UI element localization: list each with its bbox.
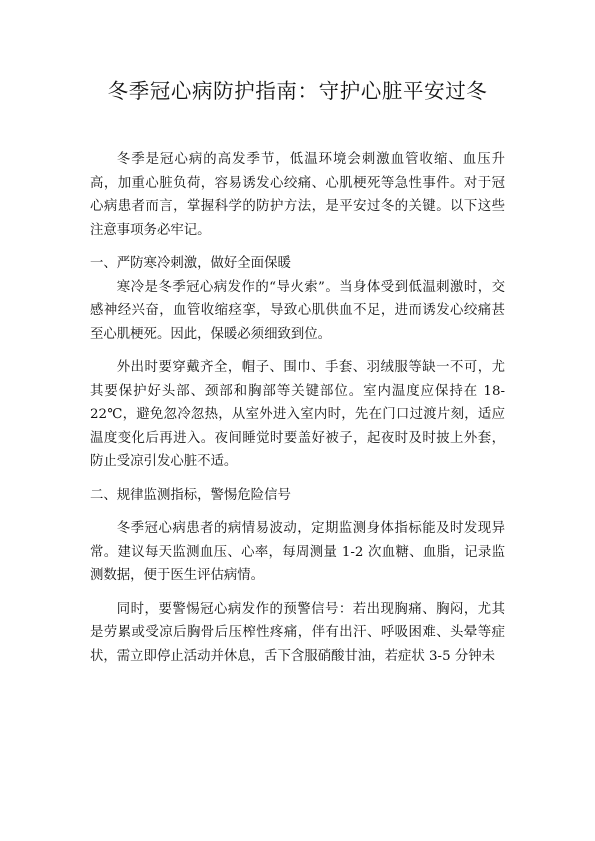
section-1-paragraph-2: 外出时要穿戴齐全，帽子、围巾、手套、羽绒服等缺一不可，尤其要保护好头部、颈部和胸部等关键部位。室内温度应保持在 18-22℃，避免忽冷忽热，从室外进入室内时，先在门口过渡片刻，适应温度变化后再进入。夜间睡觉时要盖好被子，起夜时及时披上外套，防止受凉引发心脏不适。 bbox=[90, 360, 505, 469]
section-1-heading: 一、严防寒冷刺激，做好全面保暖 bbox=[90, 256, 291, 271]
section-2-paragraph-1: 冬季冠心病患者的病情易波动，定期监测身体指标能及时发现异常。建议每天监测血压、心率，每周测量 1-2 次血糖、血脂，记录监测数据，便于医生评估病情。 bbox=[90, 521, 505, 583]
section-2-paragraph-2: 同时，要警惕冠心病发作的预警信号：若出现胸痛、胸闷，尤其是劳累或受凉后胸骨后压榨性疼痛，伴有出汗、呼吸困难、头晕等症状，需立即停止活动并休息，舌下含服硝酸甘油，若症状 3-5 分钟未 bbox=[90, 601, 505, 664]
section-1-paragraph-1: 寒冷是冬季冠心病发作的“导火索”。当身体受到低温刺激时，交感神经兴奋，血管收缩痉挛，导致心肌供血不足，进而诱发心绞痛甚至心肌梗死。因此，保暖必须细致到位。 bbox=[90, 279, 505, 342]
section-2-heading: 二、规律监测指标，警惕危险信号 bbox=[90, 487, 291, 503]
document-body bbox=[90, 148, 505, 668]
intro-paragraph: 冬季是冠心病的高发季节，低温环境会刺激血管收缩、血压升高，加重心脏负荷，容易诱发心绞痛、心肌梗死等急性事件。对于冠心病患者而言，掌握科学的防护方法，是平安过冬的关键。以下这些注意事项务必牢记。 bbox=[90, 152, 505, 238]
document-title: 冬季冠心病防护指南：守护心脏平安过冬 bbox=[107, 79, 488, 103]
